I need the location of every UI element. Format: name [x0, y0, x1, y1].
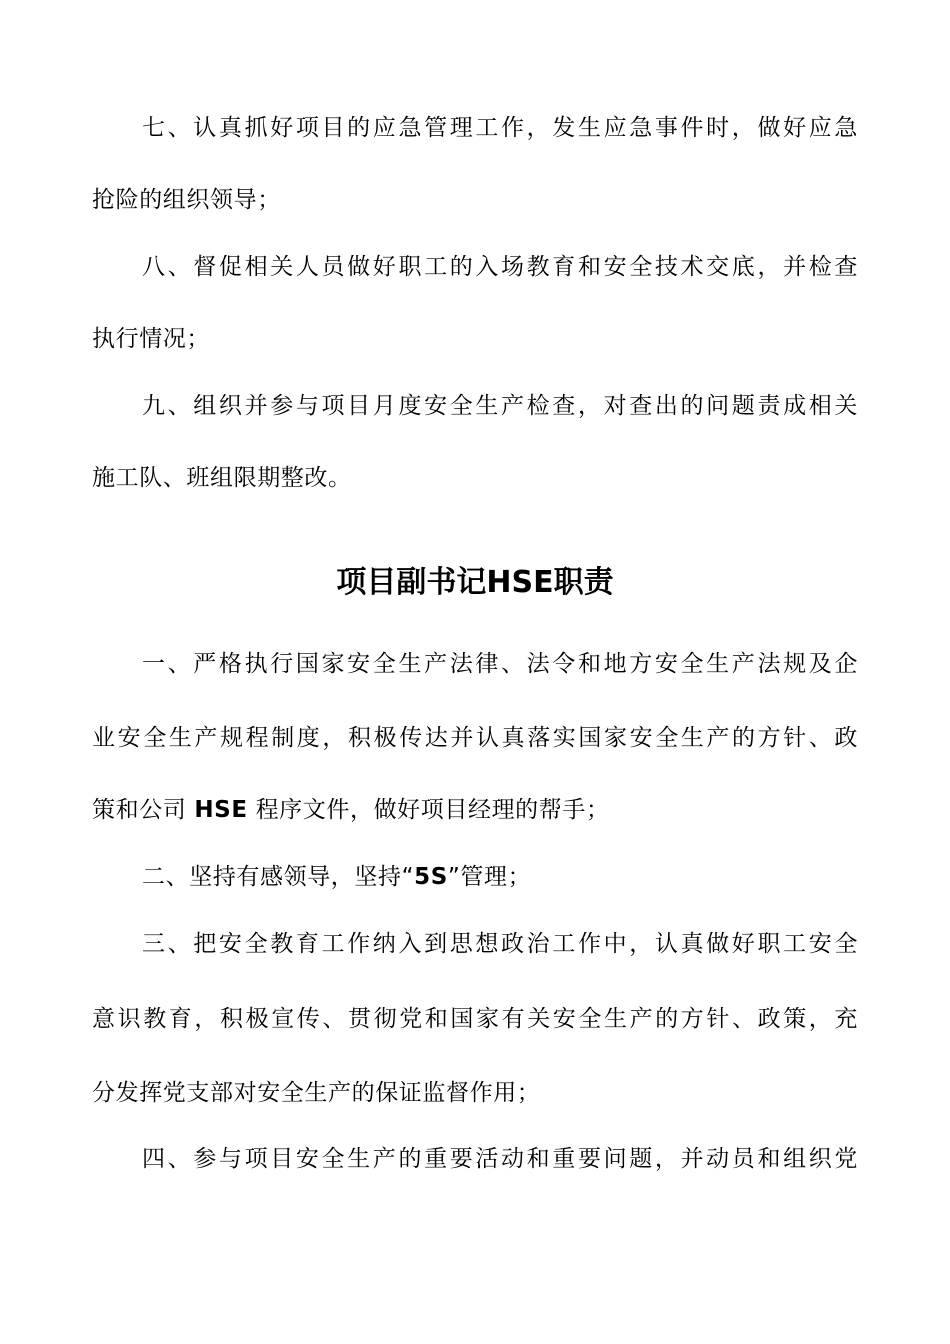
paragraph-2-end: ”管理； — [447, 864, 532, 890]
5s-term: 5S — [414, 864, 448, 890]
hse-term: HSE — [194, 797, 248, 823]
paragraph-1-line-3-start: 策和公司 — [92, 797, 187, 823]
paragraph-1-line-3-end: 程序文件，做好项目经理的帮手； — [255, 797, 610, 823]
paragraph-8-line-1: 八、督促相关人员做好职工的入场教育和安全技术交底，并检查 — [142, 254, 858, 280]
paragraph-4-line-1: 四、参与项目安全生产的重要活动和重要问题，并动员和组织党 — [142, 1146, 858, 1172]
paragraph-1-line-1: 一、严格执行国家安全生产法律、法令和地方安全生产法规及企 — [142, 651, 858, 677]
paragraph-2 — [142, 861, 858, 893]
paragraph-7-line-2: 抢险的组织领导； — [92, 187, 281, 213]
paragraph-9-line-1: 九、组织并参与项目月度安全生产检查，对查出的问题责成相关 — [142, 393, 858, 419]
paragraph-3-line-1: 三、把安全教育工作纳入到思想政治工作中，认真做好职工安全 — [142, 931, 858, 957]
paragraph-8-line-2: 执行情况； — [92, 326, 210, 352]
paragraph-1-line-3 — [92, 794, 858, 826]
paragraph-9-line-2: 施工队、班组限期整改。 — [92, 465, 352, 491]
paragraph-1-line-2: 业安全生产规程制度，积极传达并认真落实国家安全生产的方针、政 — [92, 725, 858, 751]
paragraph-3-line-3: 分发挥党支部对安全生产的保证监督作用； — [92, 1080, 541, 1106]
section-title: 项目副书记HSE职责 — [336, 565, 614, 600]
paragraph-7-line-1: 七、认真抓好项目的应急管理工作，发生应急事件时，做好应急 — [142, 115, 858, 141]
paragraph-3-line-2: 意识教育，积极宣传、贯彻党和国家有关安全生产的方针、政策，充 — [92, 1006, 858, 1032]
paragraph-2-start: 二、坚持有感领导，坚持“ — [142, 864, 415, 890]
